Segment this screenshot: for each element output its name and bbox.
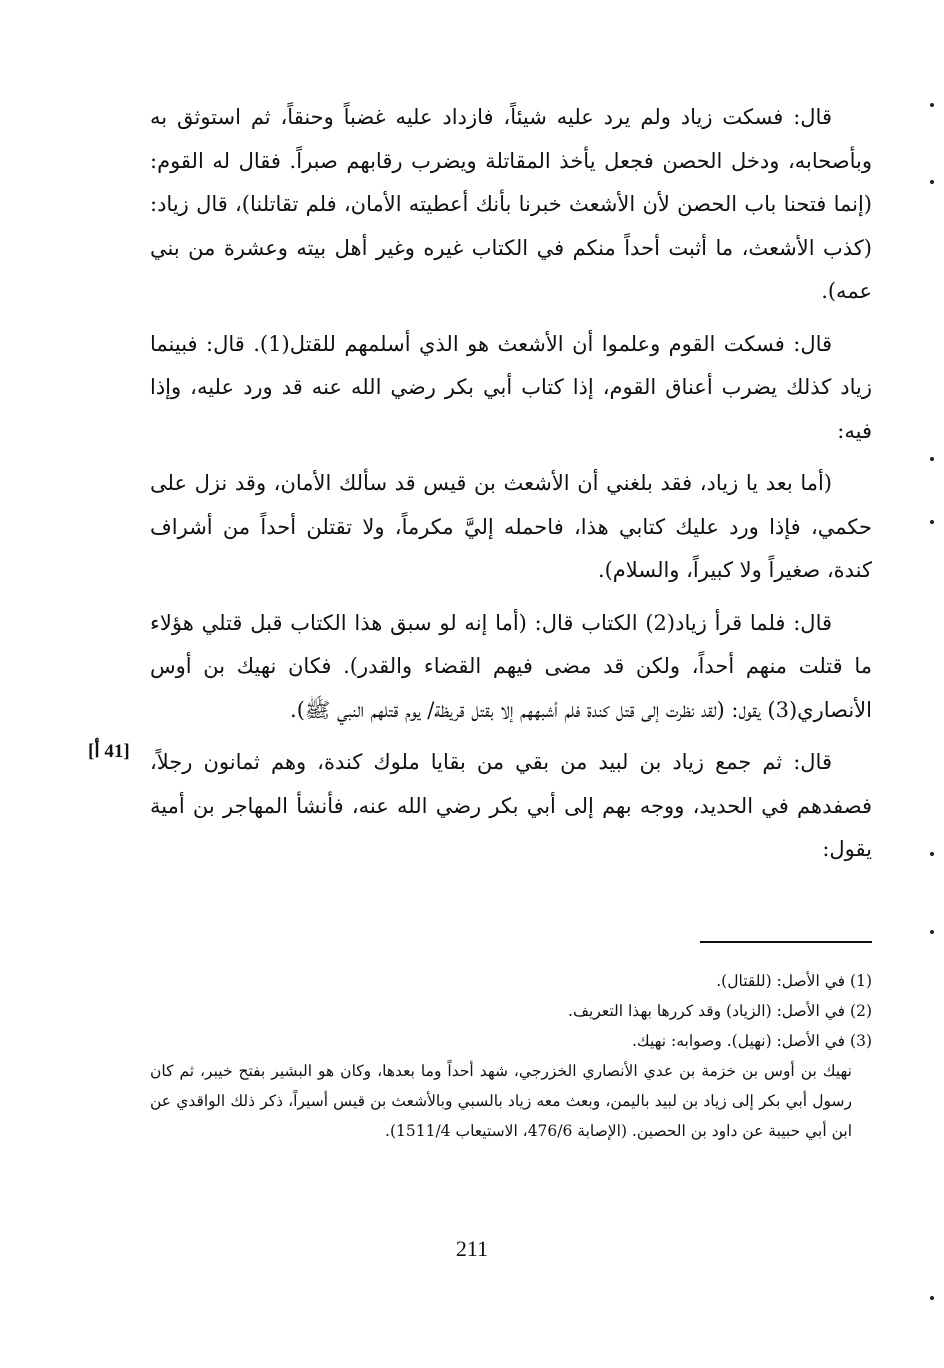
- main-text: [150, 96, 872, 881]
- footnote: (3) في الأصل: (نهيل). وصوابه: نهيك.: [631, 1032, 872, 1050]
- page-number: 211: [455, 1236, 489, 1261]
- scan-speck: [930, 457, 934, 461]
- manuscript-folio-marker: [41 أ]: [88, 741, 130, 762]
- footnotes: [150, 966, 872, 1146]
- scan-speck: [930, 520, 934, 524]
- footnote: (1) في الأصل: (للقتال).: [716, 972, 872, 990]
- scan-speck: [930, 930, 934, 934]
- scan-speck: [930, 180, 934, 184]
- paragraph: قال: فلما قرأ زياد(2) الكتاب قال: (أما إنه لو سبق هذا الكتاب قبل قتلي هؤلاء ما قتلت منهم أحداً، ولكن قد مضى فيهم القضاء والقدر). فكان نهيك بن أوس الأنصاري(3) يقول: (لقد نظرت إلى قتل كندة فلم أشبههم إلا بقتل قريظة/ يوم قتلهم النبي ﷺ).: [150, 610, 872, 722]
- scan-speck: [930, 852, 934, 856]
- paragraph: قال: فسكت زياد ولم يرد عليه شيئاً، فازداد عليه غضباً وحنقاً، ثم استوثق به وبأصحابه، ودخل الحصن فجعل يأخذ المقاتلة ويضرب رقابهم صبراً. فقال له القوم: (إنما فتحنا باب الحصن لأن الأشعث خبرنا بأنك أعطيته الأمان، فلم تقاتلنا)، قال زياد: (كذب الأشعث، ما أثبت أحداً منكم في الكتاب غيره وغير أهل بيته وعشرة من بني عمه).: [150, 105, 872, 303]
- paragraph: (أما بعد يا زياد، فقد بلغني أن الأشعث بن قيس قد سألك الأمان، وقد نزل على حكمي، فإذا ورد عليك كتابي هذا، فاحمله إليَّ مكرماً، ولا تقتلن أحداً من أشراف كندة، صغيراً ولا كبيراً، والسلام).: [150, 471, 872, 582]
- paragraph: قال: فسكت القوم وعلموا أن الأشعث هو الذي أسلمهم للقتل(1). قال: فبينما زياد كذلك يضرب أعناق القوم، إذا كتاب أبي بكر رضي الله عنه قد ورد عليه، وإذا فيه:: [150, 331, 872, 443]
- paragraph: قال: ثم جمع زياد بن لبيد من بقي من بقايا ملوك كندة، وهم ثمانون رجلاً، فصفدهم في الحديد، ووجه بهم إلى أبي بكر رضي الله عنه، فأنشأ المهاجر بن أمية يقول:: [150, 750, 872, 861]
- footnote: (2) في الأصل: (الزياد) وقد كررها بهذا التعريف.: [568, 1002, 872, 1020]
- footnote-continuation: نهيك بن أوس بن خزمة بن عدي الأنصاري الخزرجي، شهد أحداً وما بعدها، وكان هو البشير بفتح خيبر، ثم كان رسول أبي بكر إلى زياد بن لبيد باليمن، وبعث معه زياد بالسبي وبالأشعث بن قيس أسيراً، ذكر ذلك الواقدي عن ابن أبي حبيبة عن داود بن الحصين. (الإصابة 476/6، الاستيعاب 1511/4).: [150, 1062, 852, 1140]
- footnote-separator: [700, 941, 872, 943]
- scan-speck: [930, 1296, 934, 1300]
- scan-speck: [930, 103, 934, 107]
